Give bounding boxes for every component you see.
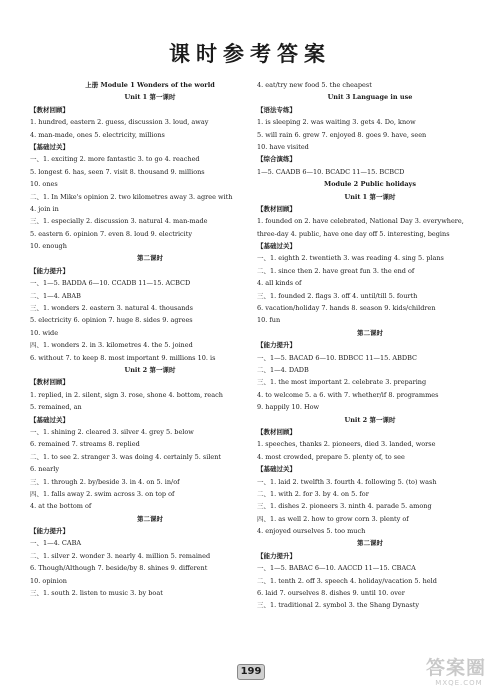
answer-line: 二、1. with 2. for 3. by 4. on 5. for: [257, 489, 369, 498]
answer-line: 三、1. the most important 2. celebrate 3. preparing: [257, 378, 427, 387]
answer-line: 二、1. since then 2. have great fun 3. the end of: [257, 266, 415, 275]
answer-line: 10. wide: [30, 328, 59, 337]
section-heading: 第二课时: [137, 514, 163, 523]
answer-line: 9. happily 10. How: [257, 403, 320, 412]
watermark-url: MXQE.COM: [435, 679, 483, 687]
answer-line: 5. remained, an: [30, 403, 82, 412]
answer-line: 1—5. CAADB 6—10. BCADC 11—15. BCBCD: [257, 167, 405, 176]
answer-line: 4. man-made, ones 5. electricity, millions: [30, 130, 165, 139]
answer-line: 4. most crowded, prepare 5. plenty of, to see: [257, 452, 405, 461]
answer-line: 4. at the bottom of: [30, 502, 92, 511]
section-heading: Unit 2 第一课时: [344, 415, 396, 424]
subsection-label: 【教材回顾】: [257, 204, 296, 213]
subsection-label: 【能力提升】: [30, 266, 69, 275]
section-heading: Module 2 Public holidays: [324, 180, 416, 189]
answer-line: 10. fun: [257, 316, 281, 325]
answer-line: 6. Though/Although 7. beside/by 8. shines 9. different: [30, 564, 208, 573]
answer-line: 四、1. as well 2. how to grow corn 3. plenty of: [257, 514, 409, 523]
answer-line: 三、1. south 2. listen to music 3. by boat: [30, 589, 163, 598]
answer-line: 三、1. wonders 2. eastern 3. natural 4. thousands: [30, 304, 193, 313]
left-answer-column: [30, 79, 270, 599]
answer-line: 4. all kinds of: [257, 279, 302, 288]
answer-line: 二、1—4. DADB: [257, 365, 309, 374]
page-title: 课时参考答案: [169, 42, 331, 66]
answer-line: 4. to welcome 5. a 6. with 7. whether/if 8. programmes: [257, 390, 439, 399]
section-heading: Unit 1 第一课时: [124, 93, 176, 102]
answer-line: 二、1. to see 2. stranger 3. was doing 4. certainly 5. silent: [30, 452, 222, 461]
answer-line: 一、1—5. BACAD 6—10. BDBCC 11—15. ABDBC: [257, 353, 417, 362]
page-number: 199: [237, 664, 265, 680]
answer-line: 一、1. shining 2. cleared 3. silver 4. grey 5. below: [30, 427, 194, 436]
section-heading: Unit 3 Language in use: [327, 93, 413, 102]
subsection-label: 【教材回顾】: [30, 378, 69, 387]
answer-line: 6. vacation/holiday 7. hands 8. season 9. kids/children: [257, 304, 436, 313]
answer-line: 6. nearly: [30, 465, 60, 474]
answer-line: 5. will rain 6. grew 7. enjoyed 8. goes 9. have, seen: [257, 130, 427, 139]
answer-line: 三、1. traditional 2. symbol 3. the Shang Dynasty: [257, 601, 420, 610]
answer-line: 一、1—5. BABAC 6—10. AACCD 11—15. CBACA: [257, 564, 416, 573]
answer-line: 三、1. especially 2. discussion 3. natural 4. man-made: [30, 217, 208, 226]
section-heading: 第二课时: [357, 539, 383, 548]
answer-line: 10. have visited: [257, 142, 309, 151]
answer-line: 1. hundred, eastern 2. guess, discussion 3. loud, away: [30, 118, 209, 127]
subsection-label: 【能力提升】: [257, 551, 296, 560]
answer-line: three-day 4. public, have one day off 5. interesting, begins: [257, 229, 450, 238]
answer-line: 四、1. wonders 2. in 3. kilometres 4. the 5. joined: [30, 341, 193, 350]
answer-line: 1. founded on 2. have celebrated, National Day 3. everywhere,: [257, 217, 464, 226]
right-answer-column: [257, 79, 483, 612]
subsection-label: 【教材回顾】: [257, 427, 296, 436]
answer-line: 1. speeches, thanks 2. pioneers, died 3. landed, worse: [257, 440, 436, 449]
answer-line: 10. opinion: [30, 576, 67, 585]
answer-line: 二、1. In Mike's opinion 2. two kilometres away 3. agree with: [30, 192, 233, 201]
answer-line: 1. replied, in 2. silent, sign 3. rose, shone 4. bottom, reach: [30, 390, 223, 399]
answer-line: 一、1. laid 2. twelfth 3. fourth 4. following 5. (to) wash: [257, 477, 437, 486]
subsection-label: 【能力提升】: [30, 527, 69, 536]
answer-line: 5. electricity 6. opinion 7. huge 8. sides 9. agrees: [30, 316, 193, 325]
subsection-label: 【综合演练】: [257, 155, 296, 164]
answer-line: 二、1. silver 2. wonder 3. nearly 4. million 5. remained: [30, 551, 211, 560]
answer-line: 4. join in: [30, 204, 59, 213]
answer-line: 三、1. dishes 2. pioneers 3. ninth 4. parade 5. among: [257, 502, 432, 511]
answer-line: 一、1. exciting 2. more fantastic 3. to go 4. reached: [30, 155, 200, 164]
subsection-label: 【语法专练】: [257, 105, 296, 114]
subsection-label: 【基础过关】: [257, 465, 296, 474]
subsection-label: 【基础过关】: [30, 415, 69, 424]
answer-line: 一、1. eighth 2. twentieth 3. was reading 4. sing 5. plans: [257, 254, 444, 263]
answer-line: 一、1—4. CABA: [30, 539, 82, 548]
answer-line: 6. without 7. to keep 8. most important 9. millions 10. is: [30, 353, 216, 362]
answer-line: 5. eastern 6. opinion 7. even 8. loud 9. electricity: [30, 229, 193, 238]
section-heading: 第二课时: [137, 254, 163, 263]
watermark-logo: [426, 658, 492, 692]
section-heading: Unit 1 第一课时: [344, 192, 396, 201]
answer-line: 二、1. tenth 2. off 3. speech 4. holiday/vacation 5. held: [257, 576, 437, 585]
section-heading: 第二课时: [357, 328, 383, 337]
answer-line: 三、1. through 2. by/beside 3. in 4. on 5. in/of: [30, 477, 180, 486]
answer-line: 三、1. founded 2. flags 3. off 4. until/till 5. fourth: [257, 291, 418, 300]
answer-line: 6. remained 7. streams 8. replied: [30, 440, 140, 449]
subsection-label: 【能力提升】: [257, 341, 296, 350]
answer-line: 10. ones: [30, 180, 58, 189]
answer-line: 4. enjoyed ourselves 5. too much: [257, 527, 366, 536]
subsection-label: 【基础过关】: [30, 142, 69, 151]
answer-line: 4. eat/try new food 5. the cheapest: [257, 81, 372, 89]
subsection-label: 【基础过关】: [257, 242, 296, 251]
answer-line: 二、1—4. ABAB: [30, 291, 81, 300]
section-heading: 上册 Module 1 Wonders of the world: [85, 81, 215, 89]
subsection-label: 【教材回顾】: [30, 105, 69, 114]
answer-line: 一、1—5. BADDA 6—10. CCADB 11—15. ACBCD: [30, 279, 191, 288]
answer-line: 10. enough: [30, 242, 67, 251]
watermark-text: 答案圈: [426, 657, 487, 679]
answer-line: 6. laid 7. ourselves 8. dishes 9. until 10. over: [257, 589, 405, 598]
answer-line: 1. is sleeping 2. was waiting 3. gets 4. Do, know: [257, 118, 416, 127]
answer-line: 5. longest 6. has, seen 7. visit 8. thousand 9. millions: [30, 167, 205, 176]
section-heading: Unit 2 第一课时: [124, 365, 176, 374]
answer-line: 四、1. falls away 2. swim across 3. on top of: [30, 489, 175, 498]
